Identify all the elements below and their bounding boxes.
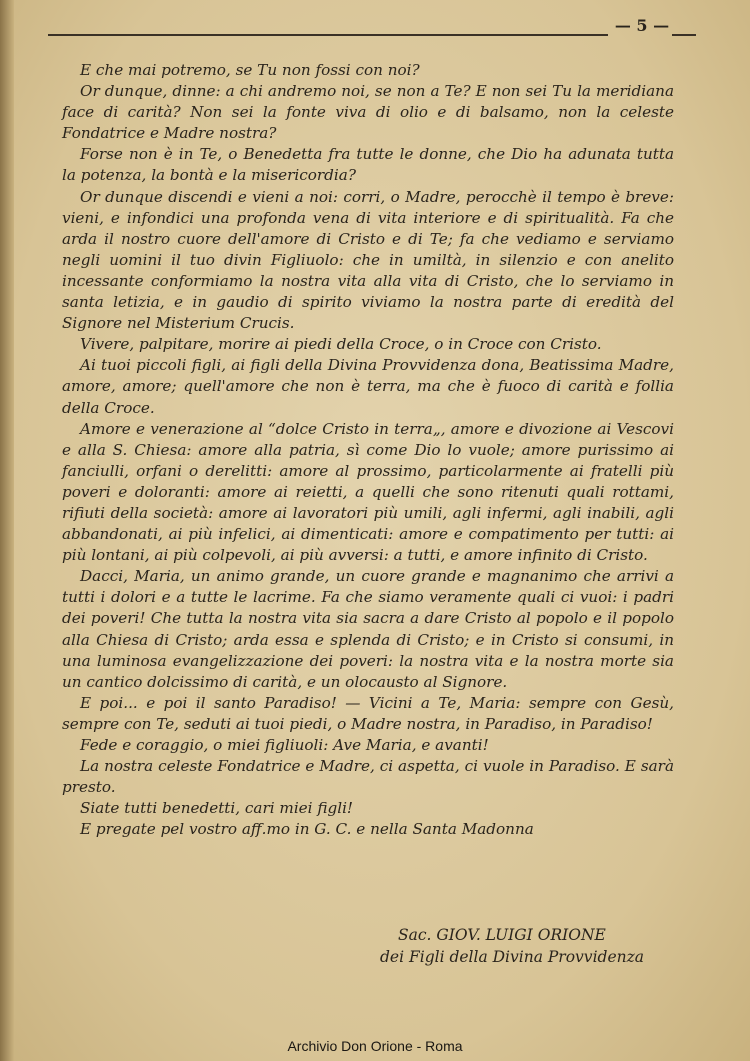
paragraph: E che mai potremo, se Tu non fossi con noi?	[80, 61, 420, 79]
signature-title: dei Figli della Divina Provvidenza	[380, 948, 645, 966]
archive-footer: Archivio Don Orione - Roma	[287, 1038, 463, 1054]
paragraph: Forse non è in Te, o Benedetta fra tutte le donne, che Dio ha adunata tutta la potenza, la bontà e la misericordia?	[62, 145, 674, 185]
header-rule-left	[48, 34, 608, 36]
paragraph: Amore e venerazione al “dolce Cristo in terra„, amore e divozione ai Vescovi e alla S. Chiesa: amore alla patria, sì come Dio lo vuole; amore purissimo ai fanciulli, orfani o derelitti: amore al prossimo, particolarmente ai fratelli più poveri e doloranti: amore ai reietti, a quelli che sono ritenuti quali rottami, rifiuti della società: amore ai lavoratori più umili, agli infermi, agli inabili, agli abbandonati, ai più infelici, ai dimenticati: amore e compatimento per tutti: ai più lontani, ai più colpevoli, ai più avversi: a tutti, e amore infinito di Cristo.	[62, 419, 674, 565]
paragraph: Fede e coraggio, o miei figliuoli: Ave Maria, e avanti!	[80, 736, 489, 754]
paragraph: La nostra celeste Fondatrice e Madre, ci aspetta, ci vuole in Paradiso. E sarà presto.	[62, 757, 674, 797]
letter-body	[62, 60, 674, 840]
page-number: — 5 —	[614, 16, 670, 35]
paragraph: E poi... e poi il santo Paradiso! — Vicini a Te, Maria: sempre con Gesù, sempre con Te, seduti ai tuoi piedi, o Madre nostra, in Paradiso, in Paradiso!	[62, 693, 674, 733]
page-edge-shadow	[0, 0, 14, 1061]
paragraph: Siate tutti benedetti, cari miei figli!	[80, 799, 354, 818]
paragraph: Vivere, palpitare, morire ai piedi della Croce, o in Croce con Cristo.	[80, 335, 602, 354]
header-rule-right	[672, 34, 696, 36]
paragraph: Dacci, Maria, un animo grande, un cuore grande e magnanimo che arrivi a tutti i dolori e a tutte le lacrime. Fa che siamo veramente quali ci vuoi: i padri dei poveri! Che tutta la nostra vita sia sacra a dare Cristo al popolo e il popolo alla Chiesa di Cristo; arda essa e splenda di Cristo; e in Cristo si consumi, in una luminosa evangelizzazione dei poveri: la nostra vita e la nostra morte sia un cantico dolcissimo di carità, e un olocausto al Signore.	[62, 567, 674, 691]
paragraph: Or dunque discendi e vieni a noi: corri, o Madre, perocchè il tempo è breve: vieni, e infondici una profonda vena di vita interiore e di spiritualità. Fa che arda il nostro cuore dell'amore di Cristo e di Te; fa che vediamo e serviamo negli uomini il tuo divin Figliuolo: che in umiltà, in silenzio e con anelito incessante conformiamo la nostra vita alla vita di Cristo, che lo serviamo in santa letizia, e in gaudio di spirito viviamo la nostra parte di eredità del Signore nel Misterium Crucis.	[62, 187, 674, 333]
signature-block	[380, 924, 680, 968]
paragraph: Or dunque, dinne: a chi andremo noi, se non a Te? E non sei Tu la meridiana face di carità? Non sei la fonte viva di olio e di balsamo, non la celeste Fondatrice e Madre nostra?	[62, 82, 674, 143]
paragraph: E pregate pel vostro aff.mo in G. C. e nella Santa Madonna	[80, 820, 534, 839]
paragraph: Ai tuoi piccoli figli, ai figli della Divina Provvidenza dona, Beatissima Madre, amore, amore; quell'amore che non è terra, ma che è fuoco di carità e follia della Croce.	[62, 356, 674, 417]
signature-name: Sac. GIOV. LUIGI ORIONE	[398, 926, 606, 944]
